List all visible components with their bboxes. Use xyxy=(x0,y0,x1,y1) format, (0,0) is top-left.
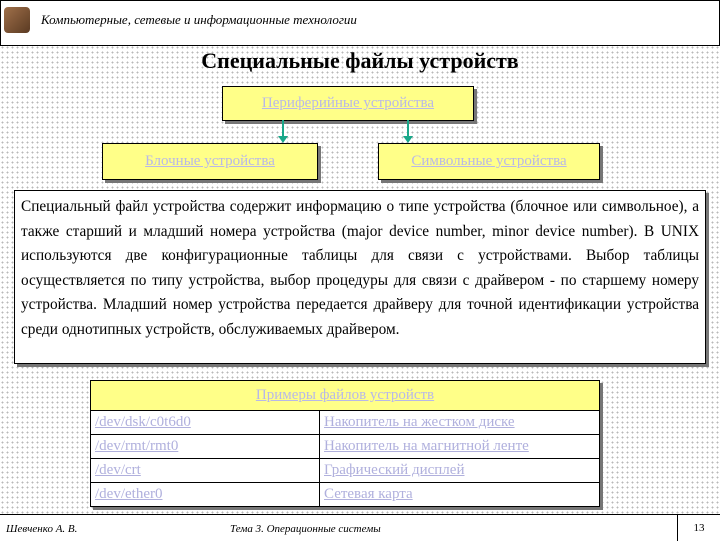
arrow-down-icon xyxy=(282,120,284,141)
device-path-link[interactable]: /dev/ether0 xyxy=(91,483,320,507)
header-bar xyxy=(0,0,720,46)
footer xyxy=(0,514,720,541)
device-desc-link[interactable]: Накопитель на магнитной ленте xyxy=(320,435,600,459)
footer-topic: Тема 3. Операционные системы xyxy=(230,523,381,535)
page-number: 13 xyxy=(677,515,720,541)
table-row xyxy=(91,411,600,435)
footer-author: Шевченко А. В. xyxy=(6,523,78,535)
table-row xyxy=(91,483,600,507)
table-row xyxy=(91,459,600,483)
arrow-down-icon xyxy=(407,120,409,141)
device-files-table xyxy=(90,380,600,507)
diagram-root-link[interactable]: Периферийные устройства xyxy=(222,86,474,121)
slide-title: Специальные файлы устройств xyxy=(201,48,519,73)
table-row xyxy=(91,435,600,459)
diagram-block-devices-link[interactable]: Блочные устройства xyxy=(102,143,318,180)
table-header-link[interactable]: Примеры файлов устройств xyxy=(91,381,600,411)
device-path-link[interactable]: /dev/crt xyxy=(91,459,320,483)
device-desc-link[interactable]: Сетевая карта xyxy=(320,483,600,507)
device-path-link[interactable]: /dev/rmt/rmt0 xyxy=(91,435,320,459)
description-text: Специальный файл устройства содержит информацию о типе устройства (блочное или символьное), а также старший и младший номера устройства (major device number, minor device number). В UNIX используются две конфигурационные таблицы для связи с устройствами. Выбор таблицы осуществляется по типу устройства, выбор процедуры для связи с драйвером - по старшему номеру устройства. Младший номер устройства передается драйверу для точной идентификации устройства среди однотипных устройств, обслуживаемых драйвером. xyxy=(14,190,706,364)
diagram-char-devices-link[interactable]: Символьные устройства xyxy=(378,143,600,180)
logo-icon xyxy=(4,7,30,33)
device-desc-link[interactable]: Графический дисплей xyxy=(320,459,600,483)
device-path-link[interactable]: /dev/dsk/c0t6d0 xyxy=(91,411,320,435)
device-desc-link[interactable]: Накопитель на жестком диске xyxy=(320,411,600,435)
header-title: Компьютерные, сетевые и информационные технологии xyxy=(41,12,357,27)
